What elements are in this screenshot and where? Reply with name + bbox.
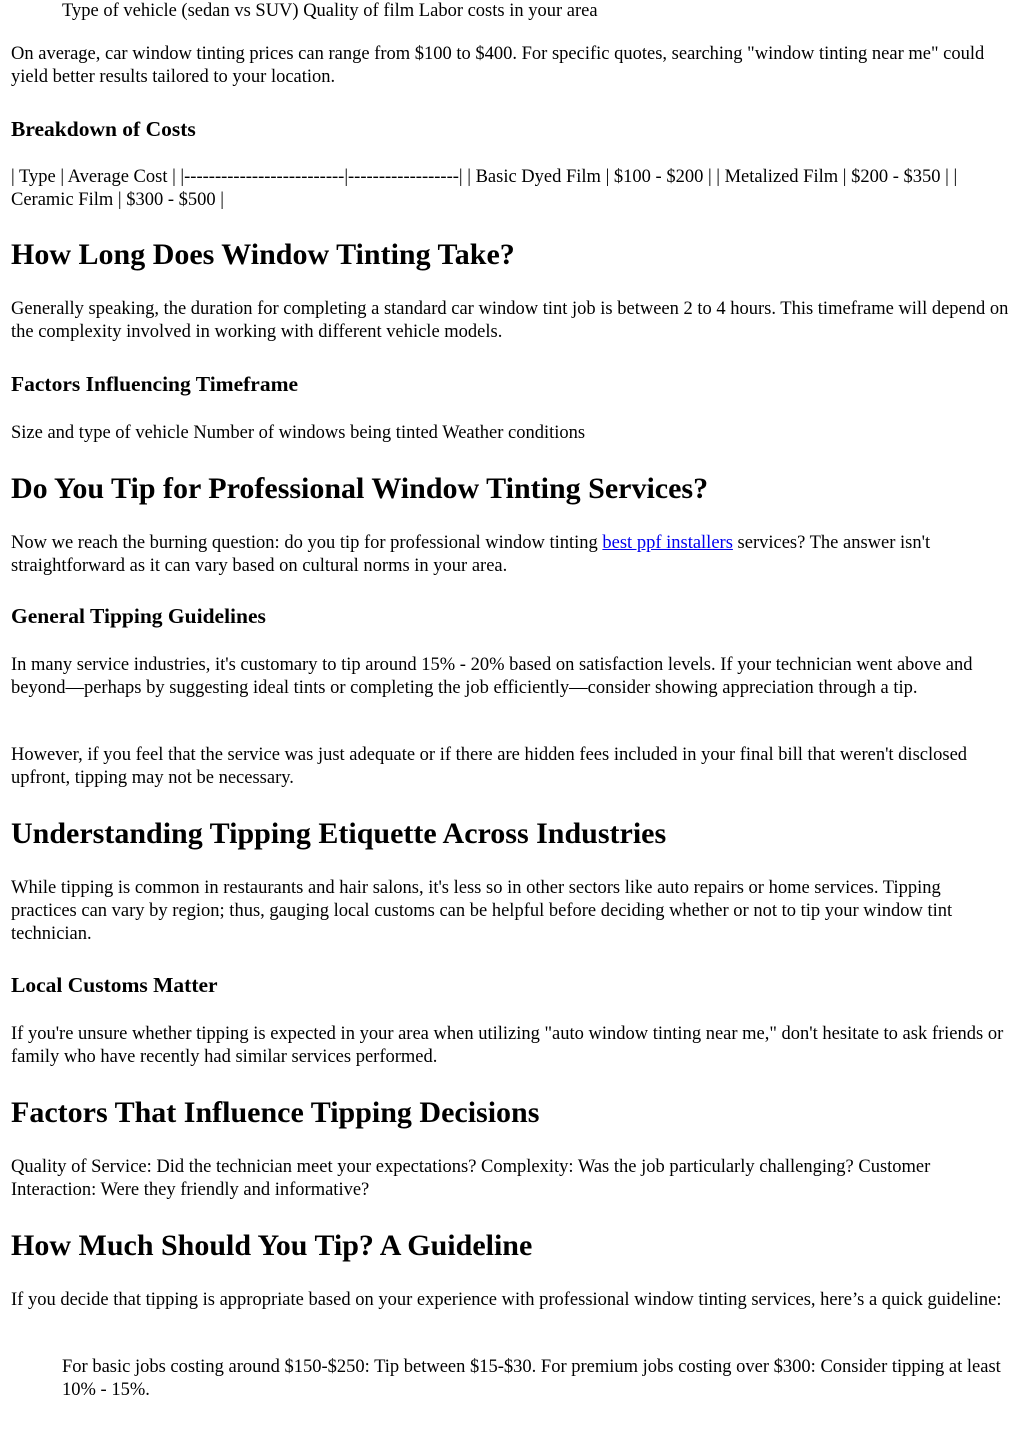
local-customs-heading: Local Customs Matter <box>11 973 218 997</box>
how-long-heading: How Long Does Window Tinting Take? <box>11 238 515 271</box>
general-guidelines-paragraph-2: However, if you feel that the service was just adequate or if there are hidden fees included in your final bill that weren't disclosed upfront, tipping may not be necessary. <box>11 745 968 788</box>
cost-table-text: | Type | Average Cost | |--------------------------|------------------| | Basic Dyed Film | $100 - $200 | | Metalized Film | $200 - $350 | | Ceramic Film | $300 - $500 | <box>11 167 958 210</box>
how-much-list-text: For basic jobs costing around $150-$250: Tip between $15-$30. For premium jobs costing over $300: Consider tipping at least 10% - 15%. <box>62 1357 1001 1400</box>
do-you-tip-paragraph <box>11 532 1011 578</box>
timeframe-factors-heading: Factors Influencing Timeframe <box>11 372 299 396</box>
breakdown-heading: Breakdown of Costs <box>11 117 196 141</box>
tipping-factors-text: Quality of Service: Did the technician meet your expectations? Complexity: Was the job particularly challenging? Customer Interaction: Were they friendly and informative? <box>11 1157 931 1200</box>
general-guidelines-paragraph-1: In many service industries, it's customary to tip around 15% - 20% based on satisfaction levels. If your technician went above and beyond—perhaps by suggesting ideal tints or completing the job efficiently—consider showing appreciation through a tip. <box>11 655 973 698</box>
timeframe-factors-text: Size and type of vehicle Number of windows being tinted Weather conditions <box>11 423 586 443</box>
how-much-paragraph: If you decide that tipping is appropriate based on your experience with professional window tinting services, here’s a quick guideline: <box>11 1290 1002 1310</box>
best-ppf-installers-link[interactable]: best ppf installers <box>602 533 733 553</box>
general-guidelines-heading: General Tipping Guidelines <box>11 604 266 628</box>
do-you-tip-text-before: Now we reach the burning question: do you tip for professional window tinting <box>11 533 603 553</box>
etiquette-heading: Understanding Tipping Etiquette Across Industries <box>11 817 667 850</box>
how-much-heading: How Much Should You Tip? A Guideline <box>11 1229 533 1262</box>
how-long-paragraph: Generally speaking, the duration for completing a standard car window tint job is between 2 to 4 hours. This timeframe will depend on the complexity involved in working with different vehicle models. <box>11 299 1009 342</box>
intro-list-text: Type of vehicle (sedan vs SUV) Quality of film Labor costs in your area <box>62 1 598 21</box>
etiquette-paragraph: While tipping is common in restaurants and hair salons, it's less so in other sectors like auto repairs or home services. Tipping practices can vary by region; thus, gauging local customs can be helpful before deciding whether or not to tip your window tint technician. <box>11 878 953 944</box>
tipping-factors-heading: Factors That Influence Tipping Decisions <box>11 1096 540 1129</box>
do-you-tip-heading: Do You Tip for Professional Window Tinting Services? <box>11 472 709 505</box>
do-you-tip-text-after: services? The answer isn't straightforward as it can vary based on cultural norms in your area. <box>11 533 931 576</box>
local-customs-paragraph: If you're unsure whether tipping is expected in your area when utilizing "auto window tinting near me," don't hesitate to ask friends or family who have recently had similar services performed. <box>11 1024 1004 1067</box>
price-paragraph: On average, car window tinting prices can range from $100 to $400. For specific quotes, searching "window tinting near me" could yield better results tailored to your location. <box>11 44 985 87</box>
